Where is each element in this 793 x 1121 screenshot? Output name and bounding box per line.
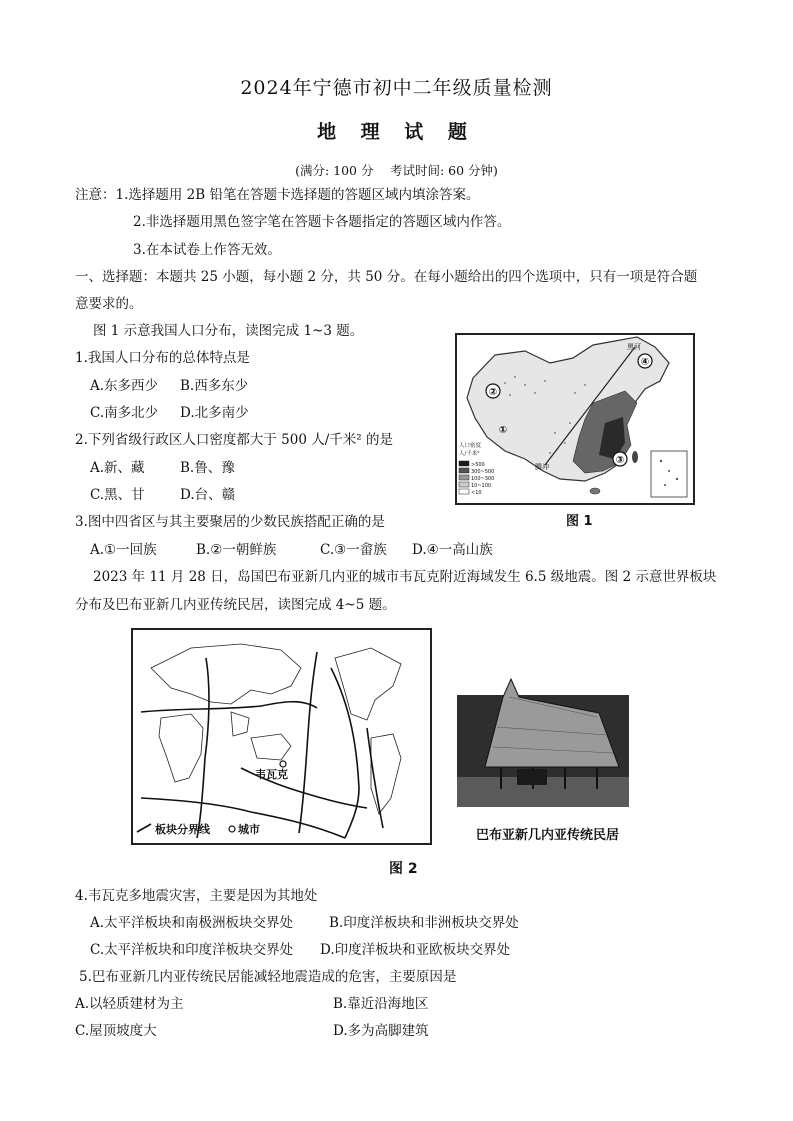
- q2-option-b[interactable]: B.鲁、豫: [180, 460, 235, 476]
- q1-option-c[interactable]: C.南多北少: [90, 405, 159, 421]
- q5-option-b[interactable]: B.靠近沿海地区: [333, 996, 429, 1012]
- q5-option-a[interactable]: A.以轻质建材为主: [75, 996, 184, 1012]
- legend-item-3: 100~300: [471, 476, 495, 482]
- q3-option-d[interactable]: D.④一高山族: [412, 542, 493, 558]
- group2-intro-line1: 2023 年 11 月 28 日，岛国巴布亚新几内亚的城市韦瓦克附近海域发生 6.5 级地震。图 2 示意世界板块: [93, 569, 717, 585]
- photo-caption: 巴布亚新几内亚传统民居: [476, 828, 620, 843]
- q1-option-b[interactable]: B.西多东少: [180, 378, 249, 394]
- group1-intro: 图 1 示意我国人口分布，读图完成 1~3 题。: [93, 323, 364, 339]
- q2-option-a[interactable]: A.新、藏: [90, 460, 145, 476]
- note-2: 2.非选择题用黑色签字笔在答题卡各题指定的答题区域内作答。: [133, 214, 511, 230]
- note-1: 注意：1.选择题用 2B 铅笔在答题卡选择题的答题区域内填涂答案。: [75, 187, 480, 203]
- q1-option-d[interactable]: D.北多南少: [180, 405, 249, 421]
- dwelling-photo-graphic: [457, 657, 629, 817]
- legend-item-2: 300~500: [471, 469, 495, 475]
- legend-title: 人口密度: [459, 443, 482, 449]
- china-map-graphic: [455, 333, 695, 505]
- city-label-wewak: 韦瓦克: [255, 768, 288, 781]
- q4-option-d[interactable]: D.印度洋板块和亚欧板块交界处: [320, 942, 511, 958]
- q5-option-d[interactable]: D.多为高脚建筑: [333, 1023, 429, 1039]
- figure-2-plate-map: [131, 628, 432, 845]
- world-plate-graphic: [131, 628, 432, 845]
- map-marker-2: ②: [488, 387, 498, 398]
- legend-item-4: 10~100: [471, 483, 492, 489]
- map-marker-4: ④: [640, 357, 650, 368]
- legend-item-1: >500: [471, 462, 485, 468]
- legend-plate-boundary: 板块分界线: [155, 823, 210, 836]
- exam-meta: (满分: 100 分 考试时间: 60 分钟): [295, 163, 498, 178]
- q4-option-a[interactable]: A.太平洋板块和南极洲板块交界处: [90, 915, 294, 931]
- q2-option-d[interactable]: D.台、赣: [180, 487, 236, 503]
- q5-option-c[interactable]: C.屋顶坡度大: [75, 1023, 157, 1039]
- q3-option-b[interactable]: B.②一朝鲜族: [196, 542, 277, 558]
- city-label-tengchong: 腾冲: [535, 463, 549, 471]
- figure-1-caption: 图 1: [566, 514, 593, 529]
- legend-item-5: <10: [471, 490, 482, 496]
- q4-stem: 4.韦瓦克多地震灾害，主要是因为其地处: [75, 888, 318, 904]
- map-marker-1: ①: [498, 425, 508, 436]
- figure-1-population-map: [455, 333, 695, 505]
- q3-stem: 3.图中四省区与其主要聚居的少数民族搭配正确的是: [75, 514, 385, 530]
- q4-option-b[interactable]: B.印度洋板块和非洲板块交界处: [329, 915, 519, 931]
- section-heading-line1: 一、选择题：本题共 25 小题，每小题 2 分，共 50 分。在每小题给出的四个选项中，只有一项是符合题: [75, 269, 698, 285]
- exam-title: 2024年宁德市初中二年级质量检测: [240, 77, 553, 99]
- q2-stem: 2.下列省级行政区人口密度都大于 500 人/千米² 的是: [75, 432, 393, 448]
- section-heading-line2: 意要求的。: [75, 296, 143, 312]
- q3-option-c[interactable]: C.③一畲族: [320, 542, 387, 558]
- q4-option-c[interactable]: C.太平洋板块和印度洋板块交界处: [90, 942, 294, 958]
- q5-stem: 5.巴布亚新几内亚传统民居能减轻地震造成的危害，主要原因是: [79, 969, 457, 985]
- exam-subject: 地 理 试 题: [317, 121, 476, 143]
- legend-city: 城市: [238, 823, 260, 836]
- traditional-dwelling-photo: [457, 657, 629, 817]
- legend-unit: 人/千米²: [459, 451, 480, 457]
- q3-option-a[interactable]: A.①一回族: [90, 542, 157, 558]
- map-marker-3: ③: [615, 455, 625, 466]
- city-label-heihe: 黑河: [627, 343, 641, 351]
- figure-2-caption: 图 2: [389, 861, 418, 877]
- q1-stem: 1.我国人口分布的总体特点是: [75, 350, 250, 366]
- group2-intro-line2: 分布及巴布亚新几内亚传统民居，读图完成 4~5 题。: [75, 597, 396, 613]
- q1-option-a[interactable]: A.东多西少: [90, 378, 159, 394]
- note-3: 3.在本试卷上作答无效。: [133, 242, 281, 258]
- q2-option-c[interactable]: C.黑、甘: [90, 487, 145, 503]
